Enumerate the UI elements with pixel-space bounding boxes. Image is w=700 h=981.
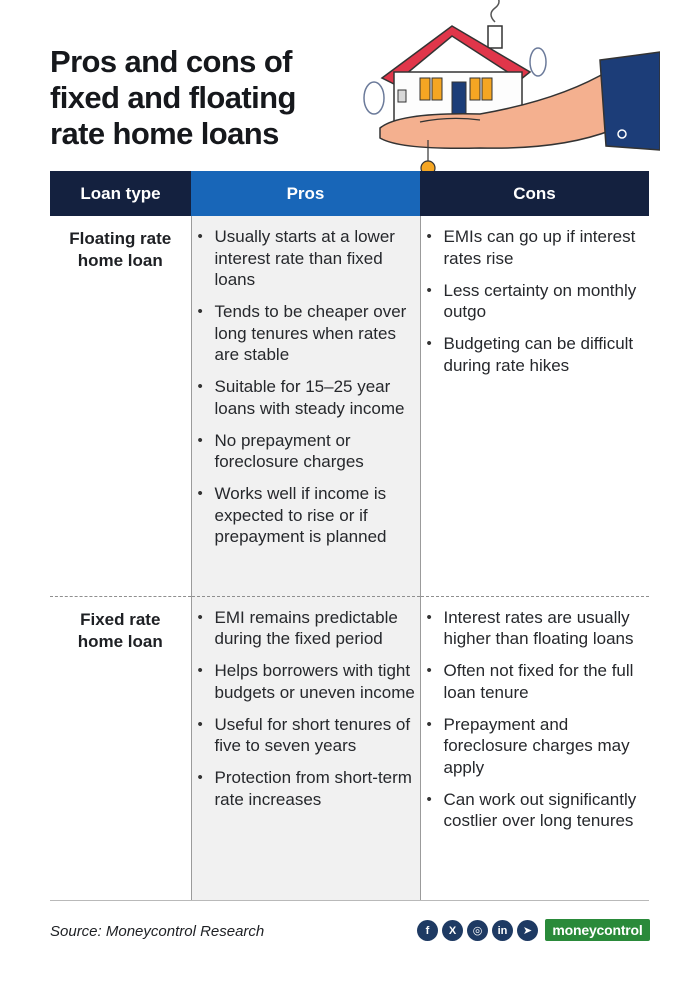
list-item: • Helps borrowers with tight budgets or uneven income bbox=[198, 660, 416, 703]
house-in-hand-illustration bbox=[360, 0, 660, 190]
pros-cons-table bbox=[50, 171, 649, 901]
loan-type-cell bbox=[50, 216, 191, 596]
facebook-icon[interactable]: f bbox=[417, 920, 438, 941]
loan-type-label: home loan bbox=[77, 251, 163, 270]
instagram-icon[interactable]: ◎ bbox=[467, 920, 488, 941]
title-line: Pros and cons of bbox=[50, 44, 292, 79]
list-item: • Usually starts at a lower interest rate than fixed loans bbox=[198, 226, 416, 291]
loan-type-cell bbox=[50, 596, 191, 900]
list-item: • Protection from short-term rate increases bbox=[198, 767, 416, 810]
loan-type-label: Fixed rate bbox=[80, 609, 161, 629]
source-note: Source: Moneycontrol Research bbox=[50, 923, 265, 940]
page-title bbox=[50, 44, 390, 152]
x-icon[interactable]: X bbox=[442, 920, 463, 941]
list-item: • Can work out significantly costlier over long tenures bbox=[427, 789, 646, 832]
footer bbox=[50, 918, 650, 946]
cons-cell bbox=[420, 216, 649, 596]
table-row bbox=[50, 216, 649, 596]
telegram-icon[interactable]: ➤ bbox=[517, 920, 538, 941]
list-item: • EMI remains predictable during the fixed period bbox=[198, 607, 416, 650]
pros-cell bbox=[191, 216, 420, 596]
list-item: • Works well if income is expected to rise or if prepayment is planned bbox=[198, 483, 416, 548]
list-item: • Tends to be cheaper over long tenures when rates are stable bbox=[198, 301, 416, 366]
list-item: • Prepayment and foreclosure charges may apply bbox=[427, 714, 646, 779]
list-item: • Often not fixed for the full loan tenure bbox=[427, 660, 646, 703]
list-item: • Useful for short tenures of five to seven years bbox=[198, 714, 416, 757]
header-pros: Pros bbox=[191, 171, 420, 216]
list-item: • Suitable for 15–25 year loans with steady income bbox=[198, 376, 416, 419]
table-header-row bbox=[50, 171, 649, 216]
pros-cell bbox=[191, 596, 420, 900]
title-line: rate home loans bbox=[50, 116, 279, 151]
list-item: • EMIs can go up if interest rates rise bbox=[427, 226, 646, 269]
social-links bbox=[417, 920, 538, 941]
linkedin-icon[interactable]: in bbox=[492, 920, 513, 941]
table-row bbox=[50, 596, 649, 900]
loan-type-label: Floating rate bbox=[69, 229, 172, 248]
header-loan-type: Loan type bbox=[50, 171, 191, 216]
cons-cell bbox=[420, 596, 649, 900]
list-item: • No prepayment or foreclosure charges bbox=[198, 430, 416, 473]
list-item: • Budgeting can be difficult during rate hikes bbox=[427, 333, 646, 376]
list-item: • Less certainty on monthly outgo bbox=[427, 280, 646, 323]
loan-type-label: home loan bbox=[77, 631, 163, 651]
header-cons: Cons bbox=[420, 171, 649, 216]
moneycontrol-logo: moneycontrol bbox=[545, 919, 650, 941]
list-item: • Interest rates are usually higher than floating loans bbox=[427, 607, 646, 650]
title-line: fixed and floating bbox=[50, 80, 296, 115]
